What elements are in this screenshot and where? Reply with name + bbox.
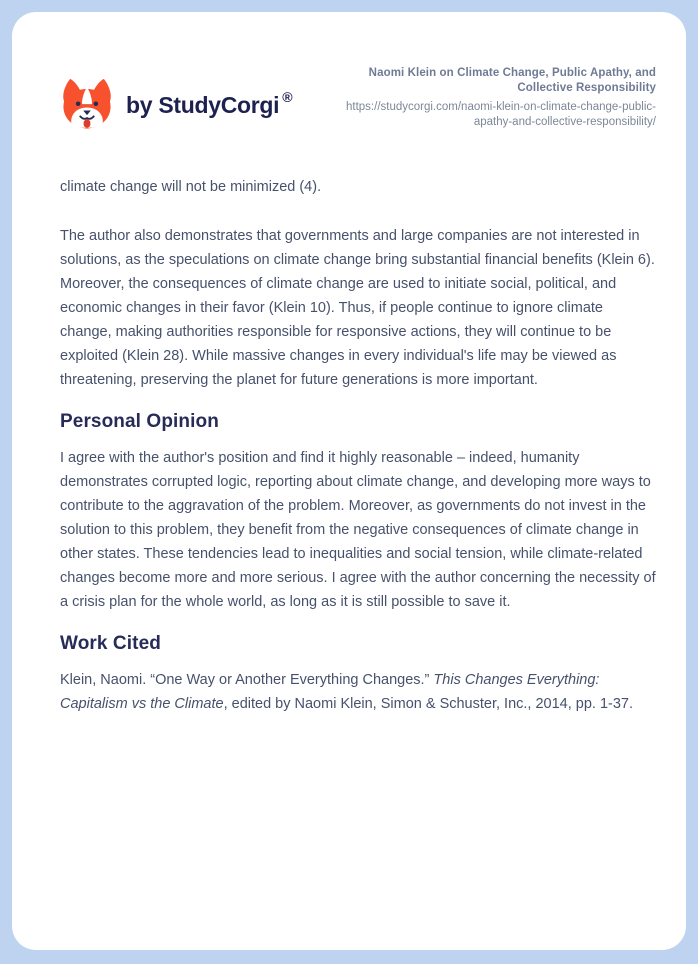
paragraph-author-argument: The author also demonstrates that governments and large companies are not interested in solutions, as the speculations on climate change bring substantial financial benefits (Klein 6). Moreover, the consequences of climate change are used to initiate social, political, and economic changes in their favor (Klein 10). Thus, if people continue to ignore climate change, making authorities responsible for responsive actions, they will continue to be exploited (Klein 28). While massive changes in every individual's life may be viewed as threatening, preserving the planet for future generations is more important. — [60, 228, 655, 388]
section-heading-work-cited: Work Cited — [60, 633, 161, 654]
essay-body — [60, 175, 656, 716]
document-card — [12, 12, 686, 950]
citation-book-title: This Changes Everything: Capitalism vs the Climate — [60, 672, 600, 712]
citation — [60, 668, 656, 716]
section-heading-personal-opinion: Personal Opinion — [60, 411, 219, 432]
citation-text-start: Klein, Naomi. “One Way or Another Everything Changes.” — [60, 672, 434, 688]
brand-logo — [60, 78, 293, 132]
brand-wordmark: by StudyCorgi — [126, 91, 280, 118]
document-meta — [336, 66, 656, 130]
document-header — [60, 66, 656, 132]
corgi-logo-icon — [60, 78, 114, 132]
paragraph-fragment: climate change will not be minimized (4). — [60, 179, 322, 195]
paragraph-personal-opinion: I agree with the author's position and find it highly reasonable – indeed, humanity demonstrates corrupted logic, reporting about climate change, and developing more ways to contribute to the aggravation of the problem. Moreover, as governments do not invest in the solution to this problem, they benefit from the negative consequences of climate change in other states. These tendencies lead to inequalities and social tension, while climate-related changes become more and more serious. I agree with the author concerning the necessity of a crisis plan for the whole world, as long as it is still possible to save it. — [60, 450, 656, 610]
document-url: https://studycorgi.com/naomi-klein-on-climate-change-public-apathy-and-collective-responsibility/ — [346, 101, 656, 128]
document-title: Naomi Klein on Climate Change, Public Apathy, and Collective Responsibility — [368, 67, 656, 94]
citation-text-end: , edited by Naomi Klein, Simon & Schuster, Inc., 2014, pp. 1-37. — [223, 696, 634, 712]
registered-trademark-icon: ® — [282, 89, 293, 105]
